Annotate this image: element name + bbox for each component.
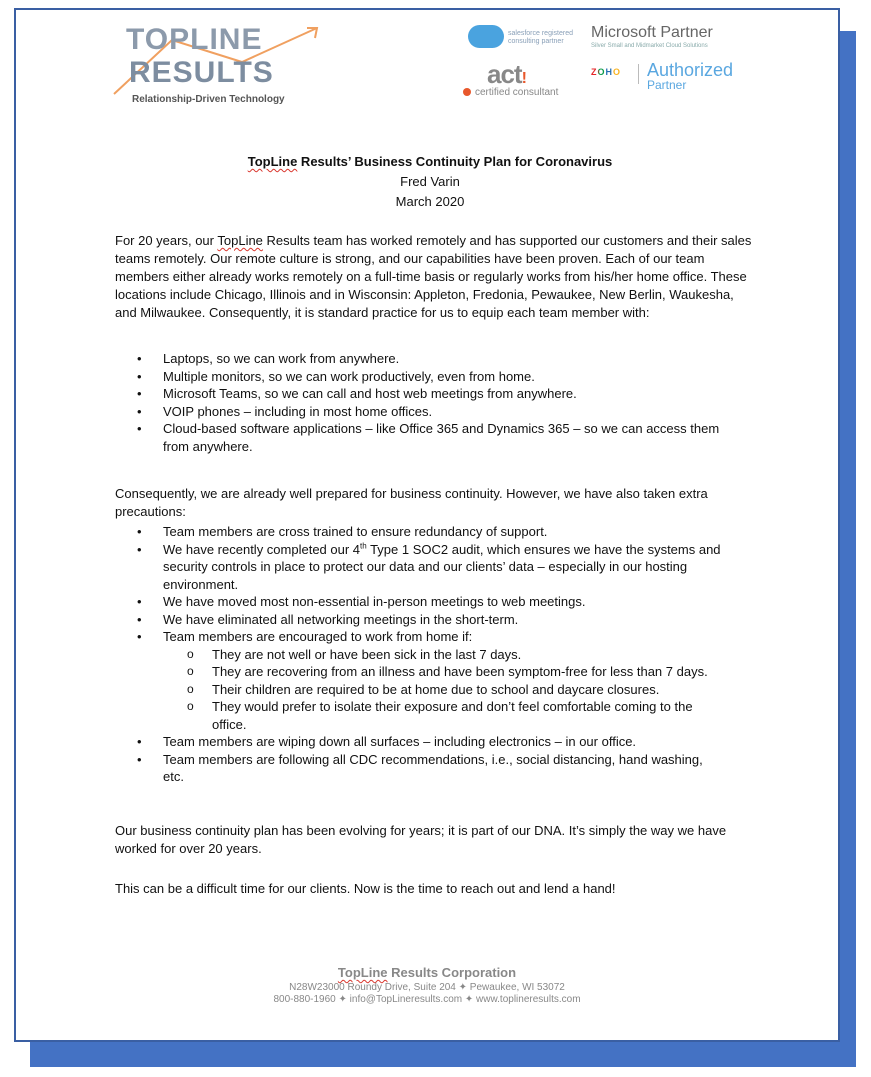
footer-address: N28W23000 Roundy Drive, Suite 204 ✦ Pewaukee, WI 53072 <box>289 982 565 993</box>
act-certified <box>463 87 558 98</box>
title-brand: TopLine <box>247 154 298 169</box>
list-item <box>115 628 725 733</box>
sublist-item: o They are recovering from an illness and have been symptom-free for less than 7 days. <box>163 663 725 681</box>
zoho-divider <box>638 64 639 84</box>
p1-before: For 20 years, our <box>115 233 218 248</box>
zoho-partner: Partner <box>647 78 687 92</box>
act-cert-text: certified consultant <box>475 87 559 98</box>
list-item: • Multiple monitors, so we can work productively, even from home. <box>115 368 725 386</box>
soc2-after: Type 1 SOC2 audit, which ensures we have the systems and security controls in place to protect our data and our clients’ data – especially in our hosting environment. <box>163 541 721 592</box>
document-date: March 2020 <box>395 194 465 209</box>
act-logo <box>487 59 526 90</box>
logo-line2: RESULTS <box>129 56 274 89</box>
footer-contact: 800-880-1960 ✦ info@TopLineresults.com ✦ www.toplineresults.com <box>273 994 581 1005</box>
dna-paragraph: Our business continuity plan has been evolving for years; it is part of our DNA. It’s simply the way we have worked for over 20 years. <box>115 823 727 856</box>
zoho-authorized: Authorized <box>647 60 734 80</box>
title-rest: Results’ Business Continuity Plan for Coronavirus <box>297 154 613 169</box>
sublist-item: o They would prefer to isolate their exposure and don’t feel comfortable coming to the office. <box>163 698 725 733</box>
list-item: • Microsoft Teams, so we can call and host web meetings from anywhere. <box>115 385 725 403</box>
zoho-logo-text: ZOHO <box>591 67 621 77</box>
microsoft-partner-subtitle: Silver Small and Midmarket Cloud Solutions <box>591 43 708 49</box>
footer-company-rest: Results Corporation <box>387 965 517 980</box>
p1-after: Results team has worked remotely and has supported our customers and their sales teams remotely. Our remote culture is strong, and our capabilities have been proven. Each of our team members either already works remotely on a full-time basis or regularly works from his/her home office. These locations include Chicago, Illinois and in Wisconsin: Appleton, Fredonia, Pewaukee, New Berlin, Waukesha, and Milwaukee. Consequently, it is standard practice for us to equip each team member with: <box>115 233 752 320</box>
act-bang-icon: ! <box>521 70 526 87</box>
list-item: • We have eliminated all networking meetings in the short-term. <box>115 611 725 629</box>
wfh-intro: Team members are encouraged to work from home if: <box>163 629 473 644</box>
logo-line1: TOPLINE <box>126 23 263 56</box>
document-page <box>14 8 840 1042</box>
footer-brand: TopLine <box>337 965 388 980</box>
closing-paragraph: This can be a difficult time for our clients. Now is the time to reach out and lend a hand! <box>115 881 616 896</box>
zoho-logo <box>591 67 621 77</box>
list-item: • Team members are cross trained to ensure redundancy of support. <box>115 523 725 541</box>
list-item <box>115 541 725 594</box>
sublist-item: o Their children are required to be at home due to school and daycare closures. <box>163 681 725 699</box>
intro-paragraph <box>115 232 755 322</box>
p1-brand: TopLine <box>217 233 263 248</box>
sublist-item: o They are not well or have been sick in the last 7 days. <box>163 646 725 664</box>
document-author: Fred Varin <box>400 174 460 189</box>
list-item: • Team members are following all CDC recommendations, i.e., social distancing, hand washing, etc. <box>115 751 725 786</box>
microsoft-partner-title: Microsoft Partner <box>591 24 713 41</box>
page-footer <box>16 965 838 1005</box>
footer-company <box>16 965 838 980</box>
precautions-list <box>115 523 725 786</box>
logo-tagline: Relationship-Driven Technology <box>132 94 285 105</box>
topline-logo <box>112 22 327 110</box>
document-title <box>115 153 745 171</box>
precautions-paragraph: Consequently, we are already well prepared for business continuity. However, we have also taken extra precautions: <box>115 486 708 519</box>
soc2-sup: th <box>360 541 367 551</box>
salesforce-cloud-icon <box>468 25 504 48</box>
list-item: • Laptops, so we can work from anywhere. <box>115 350 725 368</box>
list-item: • Team members are wiping down all surfaces – including electronics – in our office. <box>115 733 725 751</box>
equipment-list <box>115 350 725 455</box>
salesforce-partner-text: salesforce registered consulting partner <box>508 30 573 45</box>
list-item: • We have moved most non-essential in-person meetings to web meetings. <box>115 593 725 611</box>
check-badge-icon <box>463 88 471 96</box>
soc2-before: We have recently completed our 4 <box>163 541 361 557</box>
list-item: • VOIP phones – including in most home offices. <box>115 403 725 421</box>
list-item: • Cloud-based software applications – like Office 365 and Dynamics 365 – so we can access them from anywhere. <box>115 420 725 455</box>
act-logo-text: act <box>487 59 522 89</box>
wfh-sublist <box>163 646 725 734</box>
